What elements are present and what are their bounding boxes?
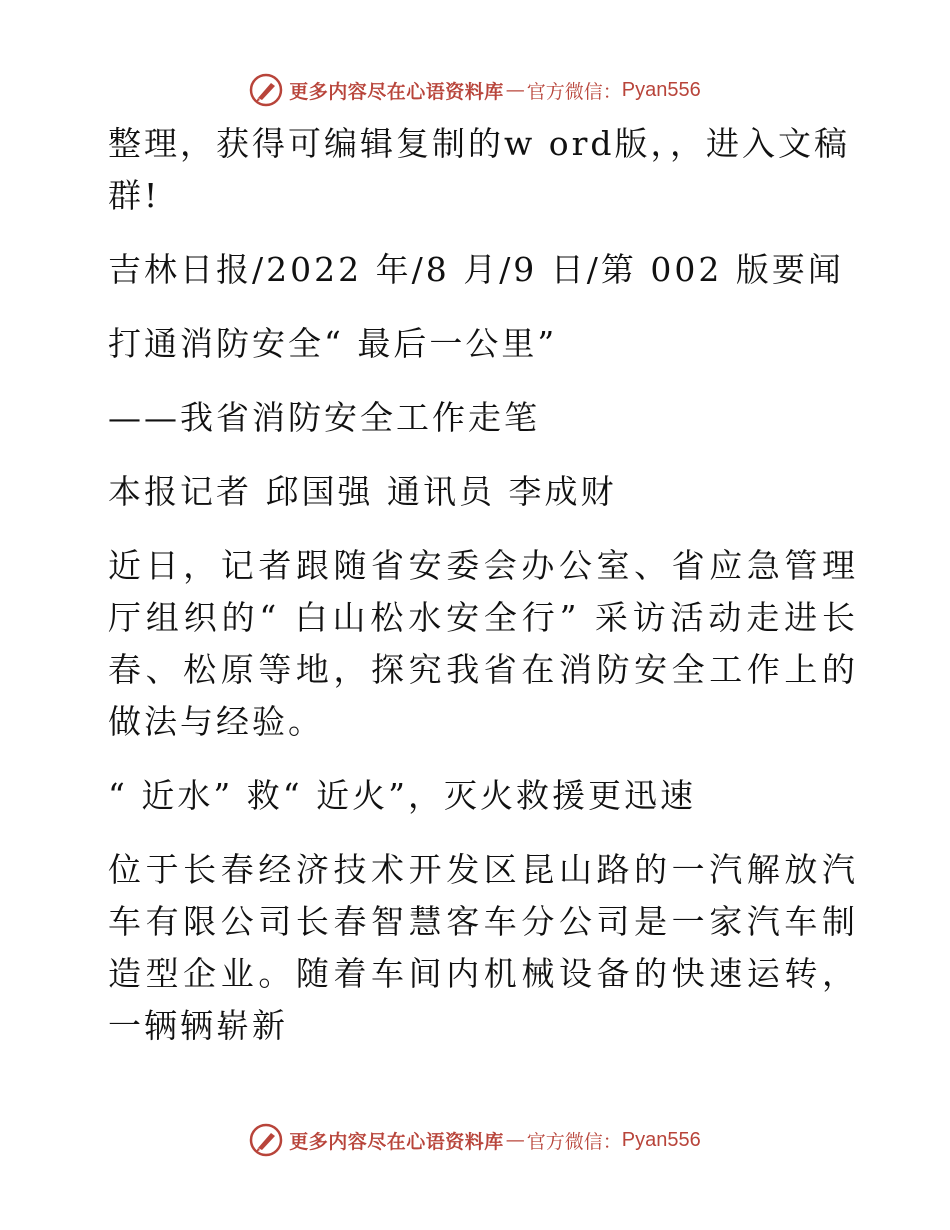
watermark-header [0, 70, 950, 110]
source-line: 吉林日报/2022 年/8 月/9 日/第 002 版要闻 [108, 250, 844, 289]
intro-text: 整理，获得可编辑复制的w ord版，，进入文稿群! [108, 124, 851, 215]
watermark-brand: 更多内容尽在心语资料库 [289, 80, 504, 103]
article-body [98, 118, 858, 1052]
byline: 本报记者 邱国强 通讯员 李成财 [108, 472, 617, 511]
watermark-footer [0, 1120, 950, 1160]
watermark-wechat-id: Pyan556 [621, 1128, 701, 1151]
watermark-label: 官方微信： [526, 80, 622, 103]
pen-logo-icon [249, 73, 283, 107]
paragraph-1: 近日，记者跟随省安委会办公室、省应急管理厅组织的“ 白山松水安全行” 采访活动走进长春、松原等地，探究我省在消防安全工作上的做法与经验。 [108, 546, 858, 741]
pen-logo-icon [249, 1123, 283, 1157]
watermark-label: 官方微信： [526, 1130, 622, 1153]
watermark-separator: — [505, 1129, 525, 1151]
paragraph-2: 位于长春经济技术开发区昆山路的一汽解放汽车有限公司长春智慧客车分公司是一家汽车制造型企业。随着车间内机械设备的快速运转，一辆辆崭新 [108, 850, 858, 1045]
watermark-separator: — [505, 79, 525, 101]
section-heading: “ 近水” 救“ 近火”，灭火救援更迅速 [108, 776, 696, 815]
watermark-brand: 更多内容尽在心语资料库 [289, 1130, 504, 1153]
headline: 打通消防安全“ 最后一公里” [108, 324, 558, 363]
watermark-wechat-id: Pyan556 [621, 78, 701, 101]
subtitle: ——我省消防安全工作走笔 [108, 398, 540, 437]
